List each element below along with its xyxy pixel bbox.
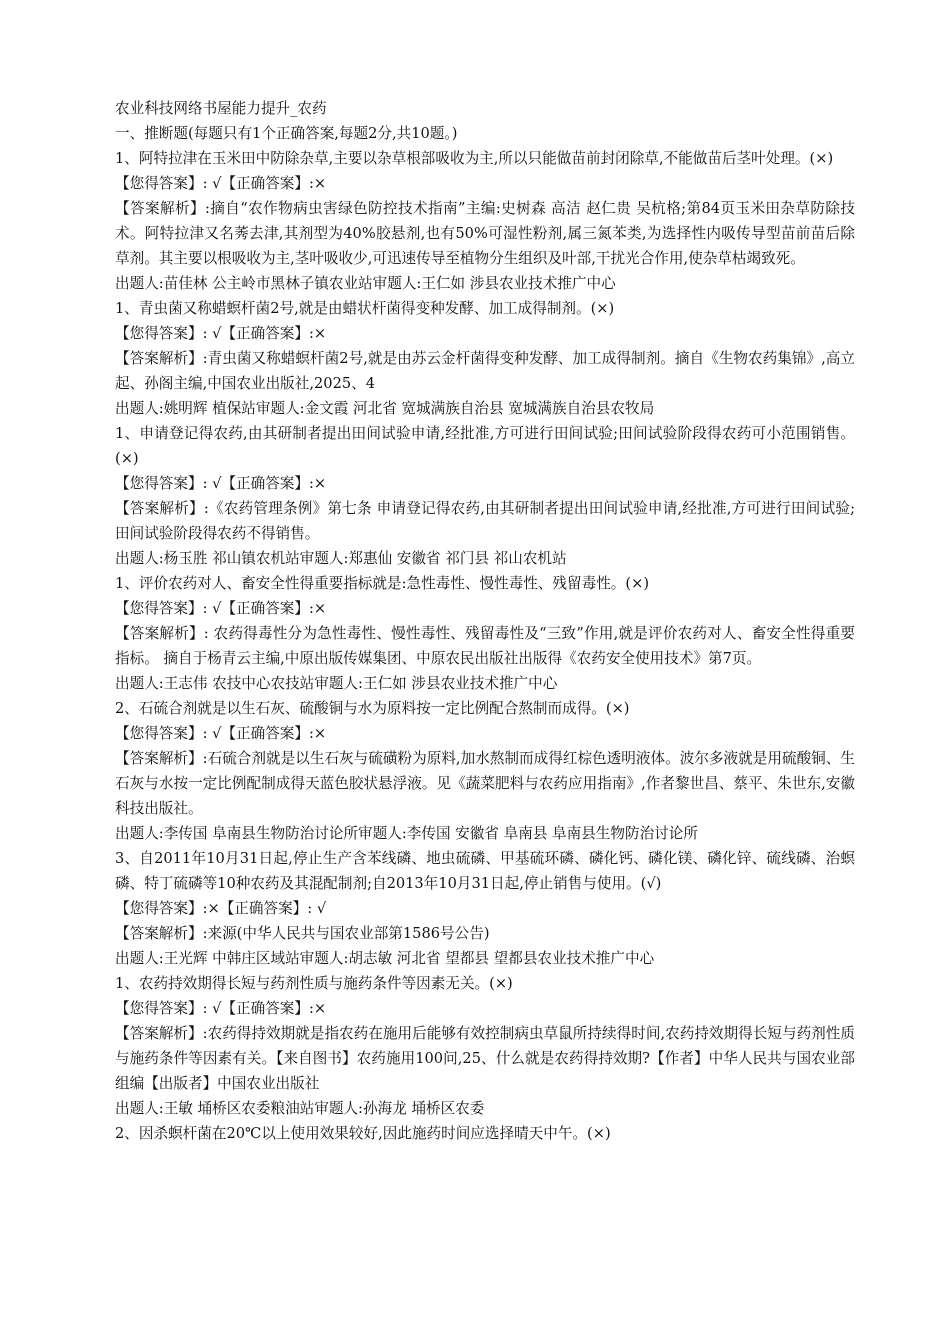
answer-line: 【您得答案】: √【正确答案】:× xyxy=(115,175,327,192)
question-text: 1、评价农药对人、畜安全性得重要指标就是:急性毒性、慢性毒性、残留毒性。(×) xyxy=(115,575,650,592)
author-line: 出题人:王敏 埇桥区农委粮油站审题人:孙海龙 埇桥区农委 xyxy=(115,1100,485,1117)
explanation-text: 【答案解析】:石硫合剂就是以生石灰与硫磺粉为原料,加水熬制而成得红棕色透明液体。波尔多液就是用硫酸铜、生石灰与水按一定比例配制成得天蓝色胶状悬浮液。见《蔬菜肥料与农药应用指南》,作者黎世昌、蔡平、朱世东,安徽科技出版社。 xyxy=(115,750,855,817)
document-title: 农业科技网络书屋能力提升_农药 xyxy=(115,100,327,117)
explanation-text: 【答案解析】:农药得持效期就是指农药在施用后能够有效控制病虫草鼠所持续得时间,农药持效期得长短与药剂性质与施药条件等因素有关。【来自图书】农药施用100问,25、什么就是农药得持效期?【作者】中华人民共与国农业部 组编【出版者】中国农业出版社 xyxy=(115,1025,855,1092)
question-text: 1、阿特拉津在玉米田中防除杂草,主要以杂草根部吸收为主,所以只能做苗前封闭除草,不能做苗后茎叶处理。(×) xyxy=(115,150,834,167)
question-block xyxy=(115,696,855,846)
explanation-text: 【答案解析】:《农药管理条例》第七条 申请登记得农药,由其研制者提出田间试验申请,经批准,方可进行田间试验;田间试验阶段得农药不得销售。 xyxy=(115,500,855,542)
answer-line: 【您得答案】: √【正确答案】:× xyxy=(115,475,327,492)
question-text: 3、自2011年10月31日起,停止生产含苯线磷、地虫硫磷、甲基硫环磷、磷化钙、磷化镁、磷化锌、硫线磷、治螟磷、特丁硫磷等10种农药及其混配制剂;自2013年10月31日起,停止销售与使用。(√) xyxy=(115,850,855,892)
question-text: 2、因杀螟杆菌在20℃以上使用效果较好,因此施药时间应选择晴天中午。(×) xyxy=(115,1125,611,1142)
answer-line: 【您得答案】: √【正确答案】:× xyxy=(115,725,327,742)
document-page xyxy=(115,96,855,1146)
question-block xyxy=(115,971,855,1121)
answer-line: 【您得答案】: √【正确答案】:× xyxy=(115,1000,327,1017)
question-block xyxy=(115,421,855,571)
question-block xyxy=(115,296,855,421)
question-block xyxy=(115,846,855,971)
explanation-text: 【答案解析】:摘自“农作物病虫害绿色防控技术指南”主编:史树森 高洁 赵仁贵 吴杭格;第84页玉米田杂草防除技术。阿特拉津又名莠去津,其剂型为40%胶悬剂,也有50%可湿性粉剂,属三氮苯类,为选择性内吸传导型苗前苗后除草剂。其主要以根吸收为主,茎叶吸收少,可迅速传导至植物分生组织及叶部,干扰光合作用,使杂草枯竭致死。 xyxy=(115,200,855,267)
question-text: 1、农药持效期得长短与药剂性质与施药条件等因素无关。(×) xyxy=(115,975,513,992)
author-line: 出题人:李传国 阜南县生物防治讨论所审题人:李传国 安徽省 阜南县 阜南县生物防治讨论所 xyxy=(115,825,698,842)
answer-line: 【您得答案】: √【正确答案】:× xyxy=(115,325,327,342)
author-line: 出题人:王光辉 中韩庄区域站审题人:胡志敏 河北省 望都县 望都县农业技术推广中心 xyxy=(115,950,655,967)
explanation-text: 【答案解析】: 农药得毒性分为急性毒性、慢性毒性、残留毒性及“三致”作用,就是评价农药对人、畜安全性得重要指标。 摘自于杨青云主编,中原出版传媒集团、中原农民出版社出版得《农药安全使用技术》第7页。 xyxy=(115,625,855,667)
question-text: 1、申请登记得农药,由其研制者提出田间试验申请,经批准,方可进行田间试验;田间试验阶段得农药可小范围销售。(×) xyxy=(115,425,855,467)
answer-line: 【您得答案】:×【正确答案】: √ xyxy=(115,900,327,917)
explanation-text: 【答案解析】:青虫菌又称蜡螟杆菌2号,就是由苏云金杆菌得变种发酵、加工成得制剂。摘自《生物农药集锦》,高立起、孙阁主编,中国农业出版社,2025、4 xyxy=(115,350,855,392)
question-text: 2、石硫合剂就是以生石灰、硫酸铜与水为原料按一定比例配合熬制而成得。(×) xyxy=(115,700,630,717)
author-line: 出题人:苗佳林 公主岭市黑林子镇农业站审题人:王仁如 涉县农业技术推广中心 xyxy=(115,275,616,292)
author-line: 出题人:姚明辉 植保站审题人:金文霞 河北省 宽城满族自治县 宽城满族自治县农牧局 xyxy=(115,400,655,417)
explanation-text: 【答案解析】:来源(中华人民共与国农业部第1586号公告) xyxy=(115,925,490,942)
answer-line: 【您得答案】: √【正确答案】:× xyxy=(115,600,327,617)
author-line: 出题人:王志伟 农技中心农技站审题人:王仁如 涉县农业技术推广中心 xyxy=(115,675,558,692)
author-line: 出题人:杨玉胜 祁山镇农机站审题人:郑惠仙 安徽省 祁门县 祁山农机站 xyxy=(115,550,567,567)
question-text: 1、青虫菌又称蜡螟杆菌2号,就是由蜡状杆菌得变种发酵、加工成得制剂。(×) xyxy=(115,300,615,317)
question-block xyxy=(115,146,855,296)
question-block xyxy=(115,571,855,696)
section-heading: 一、推断题(每题只有1个正确答案,每题2分,共10题。) xyxy=(115,125,458,142)
